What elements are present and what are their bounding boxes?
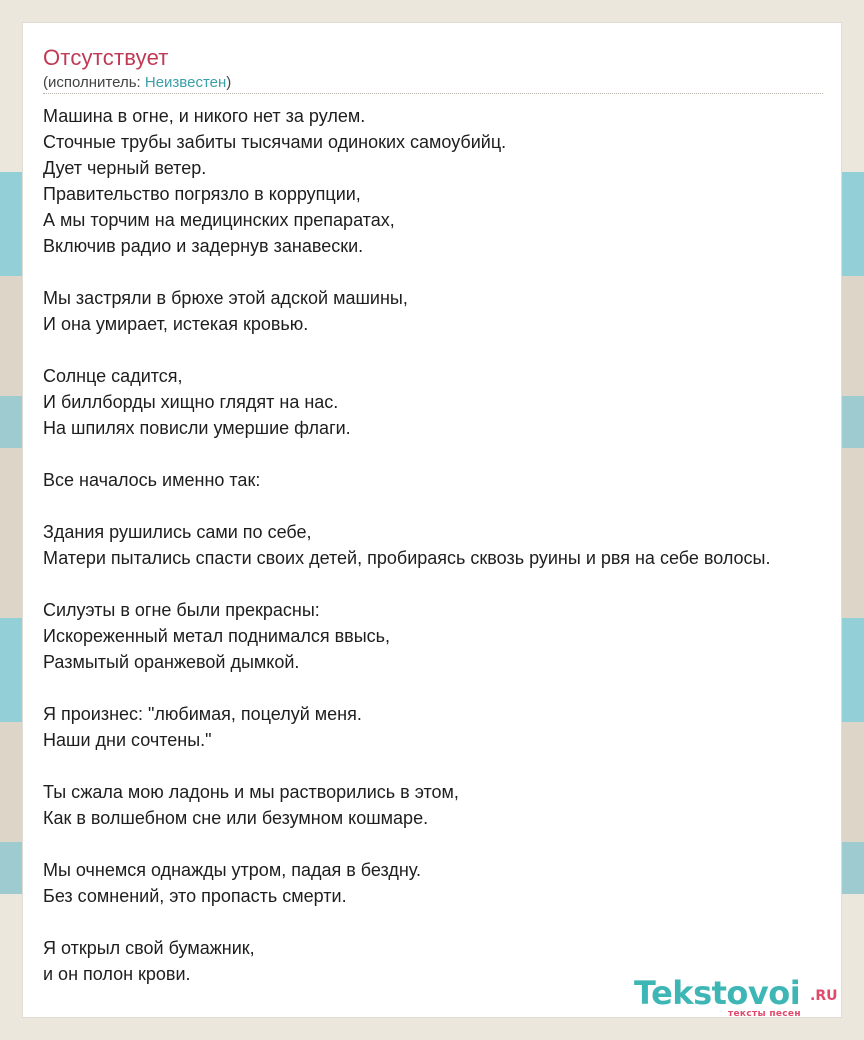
lyric-line: Все началось именно так: <box>43 470 261 490</box>
lyric-line: Здания рушились сами по себе, <box>43 522 312 542</box>
dotted-divider <box>43 93 823 94</box>
lyric-line: Матери пытались спасти своих детей, пробираясь сквозь руины и рвя на себе волосы. <box>43 548 771 568</box>
lyric-line: Мы очнемся однажды утром, падая в бездну. <box>43 860 421 880</box>
lyric-line: Размытый оранжевой дымкой. <box>43 652 300 672</box>
stanza-break <box>43 675 864 701</box>
lyric-line: Искореженный метал поднимался ввысь, <box>43 626 391 646</box>
logo-tagline: тексты песен <box>728 1009 801 1019</box>
logo-wordmark: Tekstovoi <box>634 974 801 1012</box>
lyric-line: Машина в огне, и никого нет за рулем. <box>43 106 366 126</box>
lyric-line: Наши дни сочтены." <box>43 730 212 750</box>
lyrics-text <box>43 103 864 987</box>
stanza-break <box>43 259 864 285</box>
lyrics-card <box>22 22 842 1018</box>
lyric-line: А мы торчим на медицинских препаратах, <box>43 210 395 230</box>
lyric-line: На шпилях повисли умершие флаги. <box>43 418 351 438</box>
stanza-break <box>43 493 864 519</box>
lyric-line: Солнце садится, <box>43 366 183 386</box>
stanza-break <box>43 441 864 467</box>
stanza-break <box>43 337 864 363</box>
lyric-line: Мы застряли в брюхе этой адской машины, <box>43 288 408 308</box>
lyric-line: Я произнес: "любимая, поцелуй меня. <box>43 704 362 724</box>
lyric-line: Дует черный ветер. <box>43 158 207 178</box>
lyric-line: Как в волшебном сне или безумном кошмаре. <box>43 808 429 828</box>
artist-suffix: ) <box>226 74 232 91</box>
lyric-line: И биллборды хищно глядят на нас. <box>43 392 339 412</box>
lyric-line: Включив радио и задернув занавески. <box>43 236 364 256</box>
artist-line <box>43 74 231 91</box>
lyric-line: Силуэты в огне были прекрасны: <box>43 600 320 620</box>
lyric-line: и он полон крови. <box>43 964 191 984</box>
stanza-break <box>43 831 864 857</box>
lyric-line: Ты сжала мою ладонь и мы растворились в этом, <box>43 782 459 802</box>
song-title: Отсутствует <box>43 45 169 70</box>
stanza-break <box>43 753 864 779</box>
artist-link[interactable]: Неизвестен <box>144 74 227 91</box>
lyric-line: И она умирает, истекая кровью. <box>43 314 309 334</box>
stanza-break <box>43 909 864 935</box>
artist-prefix: (исполнитель: <box>43 74 145 91</box>
lyric-line: Сточные трубы забиты тысячами одиноких самоубийц. <box>43 132 507 152</box>
site-logo[interactable] <box>634 974 844 1024</box>
lyric-line: Я открыл свой бумажник, <box>43 938 255 958</box>
lyric-line: Без сомнений, это пропасть смерти. <box>43 886 347 906</box>
stanza-break <box>43 571 864 597</box>
lyric-line: Правительство погрязло в коррупции, <box>43 184 361 204</box>
logo-tld: .RU <box>810 988 838 1004</box>
